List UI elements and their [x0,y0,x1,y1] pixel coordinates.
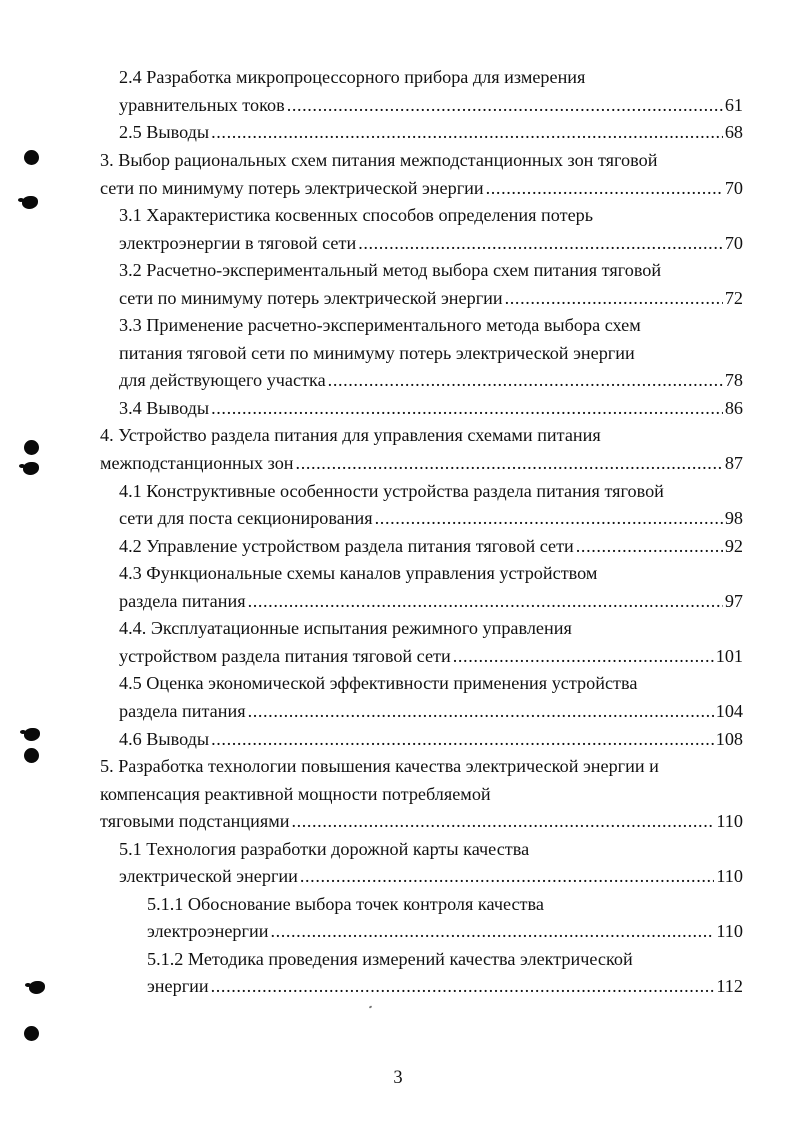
toc-page-number: 70 [724,233,743,253]
binder-clip-mark [29,981,45,994]
toc-page-number: 87 [724,453,743,473]
toc-leader-dots [486,174,723,202]
toc-leader-dots [576,532,723,560]
toc-page-number: 108 [715,729,743,749]
toc-leader-dots [328,366,723,394]
toc-leader-dots [505,284,723,312]
binder-hole [24,440,39,455]
toc-entry-text: 3.3 Применение расчетно-экспериментального метода выбора схем [119,315,641,335]
toc-leader-dots [211,972,715,1000]
toc-entry-text: 5.1.2 Методика проведения измерений качества электрической [147,949,633,969]
toc-line [119,669,637,697]
toc-line [119,118,743,146]
toc-line [119,311,641,339]
toc-line [147,890,544,918]
toc-line [100,449,743,477]
toc-line [119,504,743,532]
toc-page-number: 61 [724,95,743,115]
toc-entry-text: 5.1.1 Обоснование выбора точек контроля качества [147,894,544,914]
toc-leader-dots [211,725,714,753]
toc-entry-text: электроэнергии в тяговой сети [119,233,357,253]
toc-page-number: 70 [724,178,743,198]
toc-line [147,972,743,1000]
toc-leader-dots [453,642,714,670]
toc-page-number: 110 [716,866,743,886]
toc-leader-dots [270,917,714,945]
toc-line [119,477,664,505]
page-number: 3 [393,1068,403,1088]
toc-line [119,229,743,257]
toc-line [119,366,743,394]
toc-entry-text: 5.1 Технология разработки дорожной карты качества [119,839,530,859]
toc-line [119,339,635,367]
toc-entry-text: питания тяговой сети по минимуму потерь электрической энергии [119,343,635,363]
toc-entry-text: сети по минимуму потерь электрической энергии [100,178,484,198]
toc-line [119,284,743,312]
toc-entry-text: 2.5 Выводы [119,122,210,142]
toc-entry-text: уравнительных токов [119,95,285,115]
toc-entry-text: раздела питания [119,701,246,721]
toc-page-number: 86 [724,398,743,418]
toc-page-number: 104 [715,701,743,721]
toc-page-number: 92 [724,536,743,556]
toc-entry-text: 5. Разработка технологии повышения качества электрической энергии и [100,756,659,776]
toc-entry-text: устройством раздела питания тяговой сети [119,646,451,666]
toc-entry-text: 3.4 Выводы [119,398,210,418]
toc-line [147,917,743,945]
toc-entry-text: для действующего участка [119,370,326,390]
toc-page-number: 110 [716,921,743,941]
toc-entry-text: тяговыми подстанциями [100,811,290,831]
toc-entry-text: 4.4. Эксплуатационные испытания режимного управления [119,618,572,638]
binder-hole [24,150,39,165]
toc-page-number: 101 [715,646,743,666]
toc-leader-dots [287,91,723,119]
toc-entry-text: межподстанционных зон [100,453,294,473]
toc-line [147,945,633,973]
toc-leader-dots [248,697,714,725]
toc-leader-dots [211,118,723,146]
toc-entry-text: 4. Устройство раздела питания для управления схемами питания [100,425,601,445]
toc-leader-dots [358,229,723,257]
toc-page-number: 72 [724,288,743,308]
toc-page-number: 98 [724,508,743,528]
toc-leader-dots [248,587,723,615]
toc-entry-text: 2.4 Разработка микропроцессорного прибора для измерения [119,67,586,87]
toc-entry-text: раздела питания [119,591,246,611]
toc-line [119,532,743,560]
toc-entry-text: сети для поста секционирования [119,508,373,528]
scan-speck [369,1005,373,1008]
toc-line [100,780,491,808]
toc-entry-text: энергии [147,976,209,996]
binder-hole [24,748,39,763]
toc-entry-text: 4.5 Оценка экономической эффективности применения устройства [119,673,638,693]
toc-line [100,752,659,780]
binder-clip-mark [22,196,38,209]
toc-page-number: 68 [724,122,743,142]
toc-line [119,862,743,890]
toc-line [119,201,593,229]
toc-entry-text: 4.2 Управление устройством раздела питания тяговой сети [119,536,574,556]
toc-entry-text: 3.1 Характеристика косвенных способов определения потерь [119,205,594,225]
toc-entry-text: 4.3 Функциональные схемы каналов управления устройством [119,563,598,583]
toc-line [119,642,743,670]
toc-entry-text: сети по минимуму потерь электрической энергии [119,288,503,308]
toc-line [119,256,661,284]
toc-entry-text: компенсация реактивной мощности потребляемой [100,784,491,804]
toc-line [100,146,657,174]
toc-line [119,587,743,615]
toc-line [119,725,743,753]
toc-line [119,91,743,119]
toc-line [119,559,597,587]
toc-entry-text: электроэнергии [147,921,269,941]
toc-leader-dots [300,862,715,890]
toc-line [119,835,529,863]
toc-page-number: 110 [716,811,743,831]
toc-leader-dots [296,449,723,477]
binder-clip-mark [23,462,39,475]
toc-line [100,174,743,202]
toc-page-number: 97 [724,591,743,611]
binder-clip-mark [24,728,40,741]
toc-line [119,614,572,642]
binder-hole [24,1026,39,1041]
toc-entry-text: электрической энергии [119,866,298,886]
toc-entry-text: 3.2 Расчетно-экспериментальный метод выбора схем питания тяговой [119,260,662,280]
toc-page-number: 78 [724,370,743,390]
toc-line [100,421,601,449]
toc-line [119,697,743,725]
toc-line [100,807,743,835]
toc-entry-text: 4.6 Выводы [119,729,210,749]
toc-leader-dots [375,504,723,532]
toc-entry-text: 3. Выбор рациональных схем питания межподстанционных зон тяговой [100,150,658,170]
toc-leader-dots [291,807,714,835]
toc-line [119,63,585,91]
toc-entry-text: 4.1 Конструктивные особенности устройства раздела питания тяговой [119,481,664,501]
toc-page-number: 112 [716,976,743,996]
toc-line [119,394,743,422]
toc-leader-dots [211,394,723,422]
